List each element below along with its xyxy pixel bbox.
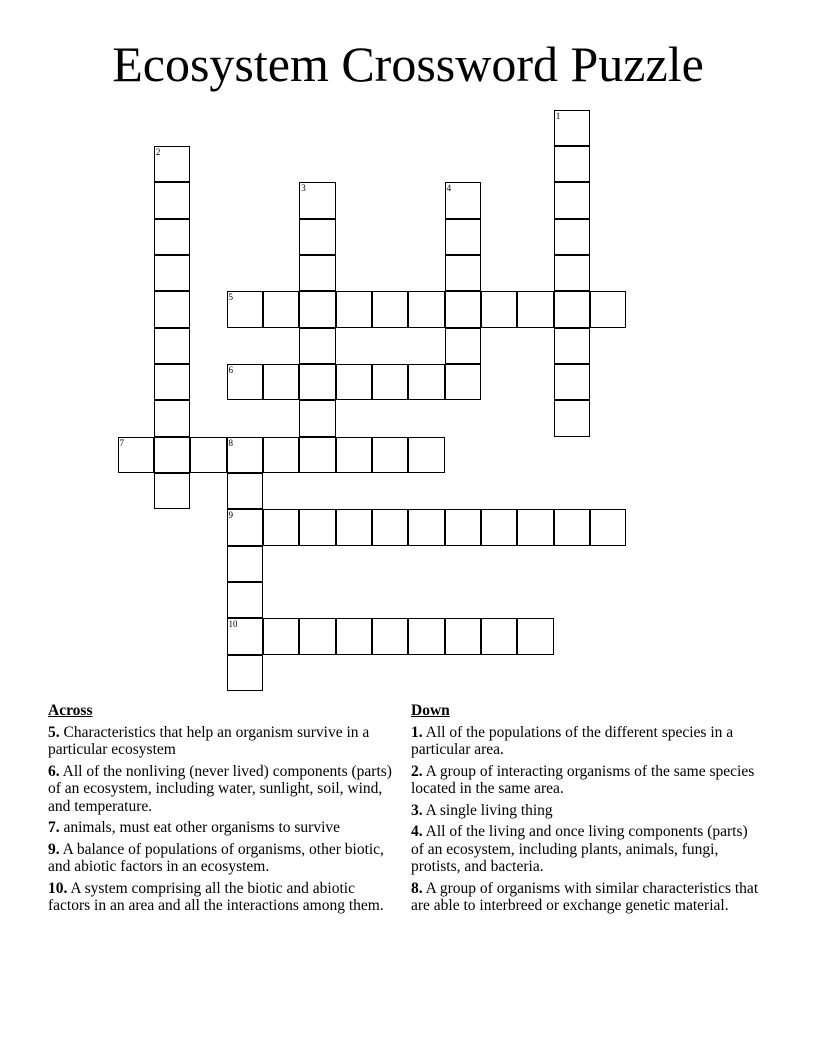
across-clue <box>48 841 398 876</box>
grid-cell[interactable] <box>372 509 408 545</box>
grid-cell[interactable] <box>372 291 408 327</box>
down-clue <box>411 880 761 915</box>
grid-cell[interactable] <box>336 509 372 545</box>
grid-cell[interactable] <box>299 364 335 400</box>
grid-cell[interactable] <box>227 509 263 545</box>
grid-cell[interactable] <box>299 618 335 654</box>
grid-cell[interactable] <box>154 219 190 255</box>
grid-cell[interactable] <box>481 509 517 545</box>
grid-cell[interactable] <box>372 364 408 400</box>
grid-cell[interactable] <box>263 618 299 654</box>
cell-number: 1 <box>555 110 561 121</box>
clue-number: 2. <box>411 762 423 780</box>
grid-cell[interactable] <box>517 509 553 545</box>
grid-cell[interactable] <box>554 255 590 291</box>
grid-cell[interactable] <box>154 255 190 291</box>
grid-cell[interactable] <box>263 364 299 400</box>
clue-number: 4. <box>411 823 423 840</box>
grid-cell[interactable] <box>372 618 408 654</box>
grid-cell[interactable] <box>445 255 481 291</box>
cell-number: 5 <box>228 292 234 303</box>
grid-cell[interactable] <box>554 219 590 255</box>
down-clue <box>411 763 761 798</box>
grid-cell[interactable] <box>554 146 590 182</box>
clue-text: A group of organisms with similar characteristics that are able to interbreed or exchange genetic material. <box>411 879 759 914</box>
grid-cell[interactable] <box>408 509 444 545</box>
grid-cell[interactable] <box>263 291 299 327</box>
clue-text: A balance of populations of organisms, other biotic, and abiotic factors in an ecosystem. <box>48 840 384 875</box>
clue-text: All of the living and once living components (parts) of an ecosystem, including plants, animals, fungi, protists, and bacteria. <box>411 823 748 875</box>
across-clue <box>48 880 398 915</box>
page-title: Ecosystem Crossword Puzzle <box>112 36 704 92</box>
across-clues <box>48 702 398 919</box>
grid-cell[interactable] <box>154 364 190 400</box>
cell-number: 7 <box>119 437 124 448</box>
grid-cell[interactable] <box>445 219 481 255</box>
cell-number: 2 <box>155 146 161 157</box>
grid-cell[interactable] <box>554 291 590 327</box>
grid-cell[interactable] <box>336 364 372 400</box>
grid-cell[interactable] <box>154 400 190 436</box>
clue-text: A group of interacting organisms of the same species located in the same area. <box>411 762 755 797</box>
grid-cell[interactable] <box>263 509 299 545</box>
down-clues <box>411 702 761 919</box>
clue-number: 3. <box>411 801 423 819</box>
clue-text: A single living thing <box>425 801 553 819</box>
grid-cell[interactable] <box>408 618 444 654</box>
down-clue <box>411 724 761 759</box>
grid-cell[interactable] <box>227 364 263 400</box>
grid-cell[interactable] <box>554 328 590 364</box>
clue-number: 1. <box>411 723 423 741</box>
clue-number: 10. <box>48 879 68 897</box>
grid-cell[interactable] <box>554 182 590 218</box>
grid-cell[interactable] <box>445 618 481 654</box>
grid-cell[interactable] <box>408 364 444 400</box>
grid-cell[interactable] <box>299 400 335 436</box>
grid-cell[interactable] <box>481 618 517 654</box>
grid-cell[interactable] <box>445 182 481 218</box>
clue-number: 7. <box>48 819 60 836</box>
grid-cell[interactable] <box>154 146 190 182</box>
cell-number: 6 <box>228 364 234 375</box>
grid-cell[interactable] <box>445 364 481 400</box>
grid-cell[interactable] <box>372 437 408 473</box>
grid-cell[interactable] <box>299 437 335 473</box>
cell-number: 3 <box>301 183 306 194</box>
across-clue <box>48 763 398 816</box>
clue-text: A system comprising all the biotic and abiotic factors in an area and all the interactions among them. <box>48 879 384 914</box>
down-heading: Down <box>411 702 450 719</box>
across-heading: Across <box>48 702 93 719</box>
grid-cell[interactable] <box>517 291 553 327</box>
grid-cell[interactable] <box>154 328 190 364</box>
clue-text: animals, must eat other organisms to survive <box>63 819 341 836</box>
grid-cell[interactable] <box>445 291 481 327</box>
grid-cell[interactable] <box>227 618 263 654</box>
grid-cell[interactable] <box>263 437 299 473</box>
grid-cell[interactable] <box>299 509 335 545</box>
grid-cell[interactable] <box>554 400 590 436</box>
grid-cell[interactable] <box>154 437 190 473</box>
clue-text: All of the populations of the different species in a particular area. <box>411 723 734 758</box>
down-clue <box>411 823 761 876</box>
cell-number: 9 <box>228 510 234 521</box>
grid-cell[interactable] <box>299 291 335 327</box>
grid-cell[interactable] <box>154 473 190 509</box>
clue-number: 6. <box>48 762 60 780</box>
grid-cell[interactable] <box>227 473 263 509</box>
clue-number: 9. <box>48 840 60 858</box>
grid-cell[interactable] <box>154 291 190 327</box>
cell-number: 8 <box>228 437 234 448</box>
across-clue <box>48 724 398 759</box>
grid-cell[interactable] <box>408 437 444 473</box>
grid-cell[interactable] <box>481 291 517 327</box>
grid-cell[interactable] <box>190 437 226 473</box>
clue-number: 5. <box>48 723 60 741</box>
grid-cell[interactable] <box>336 437 372 473</box>
grid-cell[interactable] <box>336 291 372 327</box>
grid-cell[interactable] <box>445 509 481 545</box>
grid-cell[interactable] <box>227 437 263 473</box>
grid-cell[interactable] <box>299 182 335 218</box>
clue-number: 8. <box>411 879 423 897</box>
grid-cell[interactable] <box>299 255 335 291</box>
cell-number: 4 <box>446 183 452 194</box>
grid-cell[interactable] <box>118 437 154 473</box>
grid-cell[interactable] <box>517 618 553 654</box>
grid-cell[interactable] <box>336 618 372 654</box>
grid-cell[interactable] <box>227 655 263 691</box>
grid-cell[interactable] <box>154 182 190 218</box>
grid-cell[interactable] <box>590 509 626 545</box>
clue-text: Characteristics that help an organism survive in a particular ecosystem <box>48 723 370 758</box>
across-clue <box>48 819 398 837</box>
grid-cell[interactable] <box>590 291 626 327</box>
grid-cell[interactable] <box>445 328 481 364</box>
grid-cell[interactable] <box>554 509 590 545</box>
grid-cell[interactable] <box>408 291 444 327</box>
grid-cell[interactable] <box>227 546 263 582</box>
grid-cell[interactable] <box>554 364 590 400</box>
cell-number: 10 <box>228 619 238 630</box>
clue-text: All of the nonliving (never lived) components (parts) of an ecosystem, including water, sunlight, soil, wind, and temperature. <box>48 762 392 815</box>
down-clue <box>411 802 761 820</box>
grid-cell[interactable] <box>299 328 335 364</box>
grid-cell[interactable] <box>227 291 263 327</box>
grid-cell[interactable] <box>227 582 263 618</box>
grid-cell[interactable] <box>554 110 590 146</box>
grid-cell[interactable] <box>299 219 335 255</box>
